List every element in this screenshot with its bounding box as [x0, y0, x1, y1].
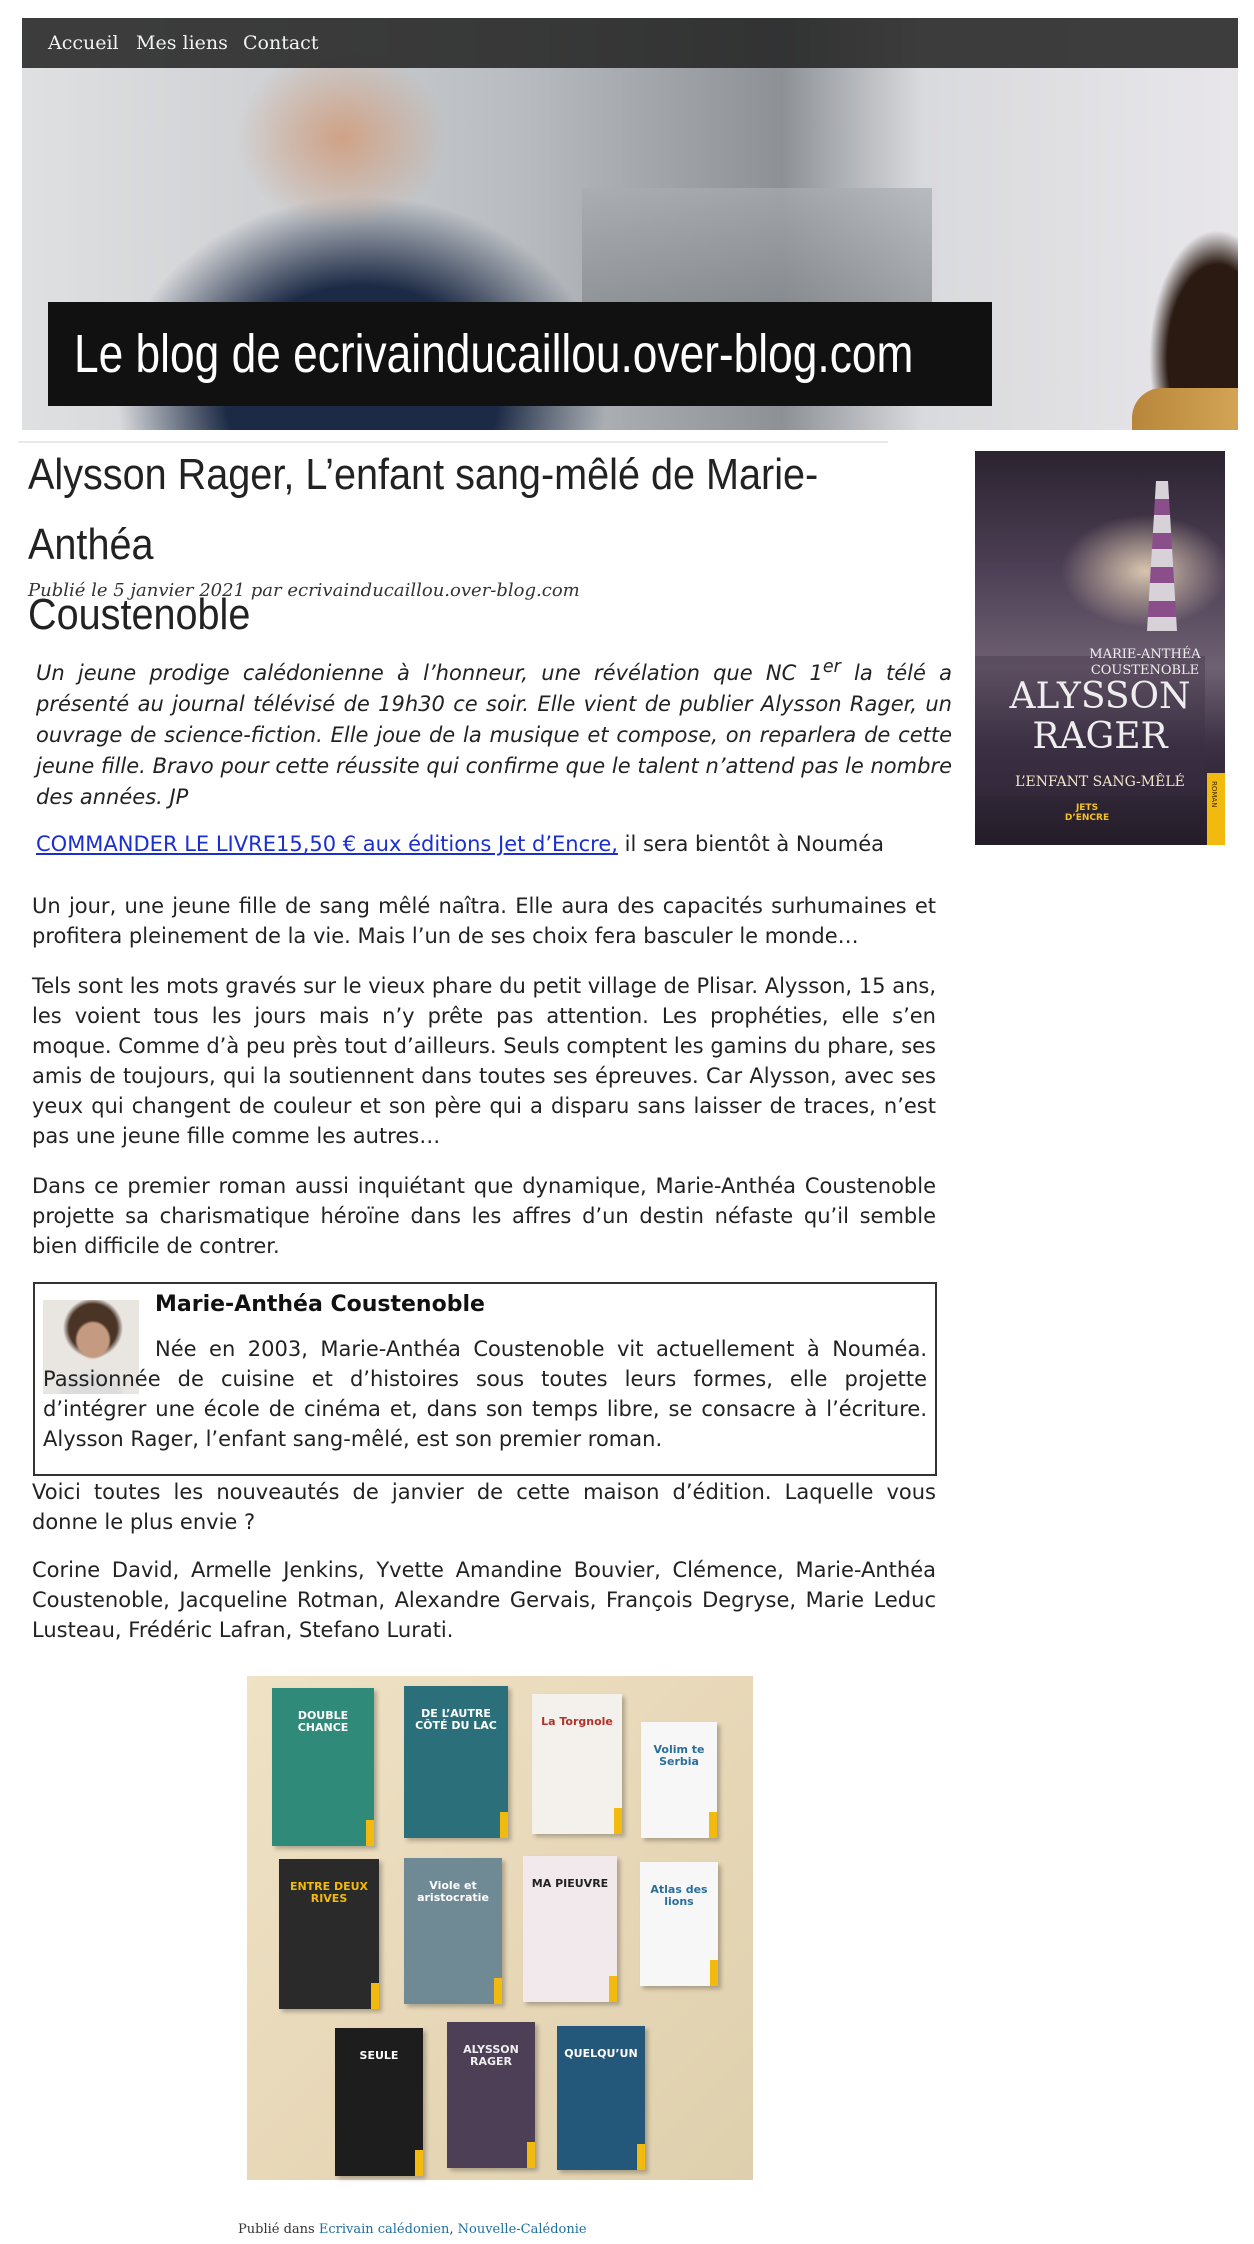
book-cover	[640, 1862, 718, 1986]
author-box	[33, 1282, 937, 1476]
order-book-link[interactable]: COMMANDER LE LIVRE15,50 € aux éditions Jet d’Encre,	[36, 832, 618, 856]
category-link[interactable]: Nouvelle-Calédonie	[457, 2222, 587, 2237]
top-navigation	[22, 18, 1238, 68]
body-paragraph: Voici toutes les nouveautés de janvier de cette maison d’édition. Laquelle vous donne le plus envie ?	[32, 1480, 936, 1534]
site-title-box	[48, 302, 992, 406]
post-title-line: Coustenoble	[28, 590, 251, 639]
book-cover	[447, 2022, 535, 2168]
book-spine-mark	[494, 1978, 502, 2004]
book-cover-title: La Torgnole	[541, 1715, 613, 1728]
category-link[interactable]: Ecrivain calédonien	[318, 2222, 450, 2237]
body-paragraph: Corine David, Armelle Jenkins, Yvette Amandine Bouvier, Clémence, Marie-Anthéa Coustenoble, Jacqueline Rotman, Alexandre Gervais, François Degryse, Marie Leduc Lusteau, Frédéric Lafran, Stefano Lurati.	[32, 1558, 936, 1642]
post-title-line: Alysson Rager, L’enfant sang-mêlé de Marie-Anthéa	[28, 450, 819, 569]
cover-genre: ROMAN	[1210, 781, 1218, 808]
book-cover	[272, 1688, 374, 1846]
cover-publisher-logo: JETS D’ENCRE	[1064, 803, 1110, 823]
book-spine-mark	[637, 2144, 645, 2170]
book-cover	[532, 1694, 622, 1834]
book-spine-mark	[614, 1808, 622, 1834]
book-cover	[404, 1858, 502, 2004]
cover-title-line: RAGER	[1032, 716, 1168, 757]
body-paragraph: Tels sont les mots gravés sur le vieux phare du petit village de Plisar. Alysson, 15 ans, les voient tous les jours mais n’y prête pas attention. Les prophéties, elle s’en moque. Comme d’à peu près tout d’ailleurs. Seuls comptent les gamins du phare, ses amis de toujours, qui la soutiennent dans toutes ses épreuves. Car Alysson, avec ses yeux qui changent de couleur et son père qui a disparu sans laisser de traces, n’est pas une jeune fille comme les autres…	[32, 974, 936, 1148]
banner-photo-detail	[1132, 388, 1238, 430]
intro-text: la télé a présenté au journal télévisé de 19h30 ce soir. Elle vient de publier Alysson Rager, un ouvrage de science-fiction. Elle joue de la musique et compose, on reparlera de cette jeune fille. Bravo pour cette réussite qui confirme que le talent n’attend pas le nombre des années. JP	[36, 661, 952, 809]
author-name: Marie-Anthéa Coustenoble	[155, 1292, 485, 1317]
order-suffix: il sera bientôt à Nouméa	[617, 832, 885, 856]
book-spine-mark	[371, 1983, 379, 2009]
book-cover	[404, 1686, 508, 1838]
new-releases-photo	[247, 1676, 753, 2180]
book-spine-mark	[710, 1960, 718, 1986]
cover-subtitle: L’ENFANT SANG-MÊLÉ	[1015, 774, 1185, 790]
categories-prefix: Publié dans	[238, 2222, 319, 2237]
body-paragraph: Un jour, une jeune fille de sang mêlé naîtra. Elle aura des capacités surhumaines et profitera pleinement de la vie. Mais l’un de ses choix fera basculer le monde…	[32, 894, 936, 948]
sidebar-book-cover[interactable]	[975, 451, 1225, 845]
book-cover	[279, 1859, 379, 2009]
intro-text: Un jeune prodige calédonienne à l’honneur, une révélation que NC 1	[36, 661, 823, 685]
book-cover-title: DOUBLE CHANCE	[297, 1709, 349, 1734]
cover-title	[975, 677, 1225, 757]
cover-author: MARIE-ANTHÉA COUSTENOBLE	[1089, 647, 1201, 678]
book-cover	[641, 1722, 717, 1838]
book-spine-mark	[500, 1812, 508, 1838]
book-cover-title: DE L’AUTRE CÔTÉ DU LAC	[415, 1707, 497, 1732]
banner-photo-detail	[582, 188, 932, 318]
categories-separator: ,	[449, 2222, 458, 2237]
post-categories	[238, 2222, 587, 2237]
book-cover-title: ENTRE DEUX RIVES	[289, 1880, 369, 1905]
book-cover-title: SEULE	[359, 2049, 399, 2062]
post-intro	[36, 652, 952, 813]
book-cover-title: MA PIEUVRE	[531, 1877, 609, 1890]
post-title	[28, 440, 838, 650]
order-line	[36, 829, 936, 859]
intro-superscript: er	[822, 657, 841, 677]
nav-mes-liens[interactable]: Mes liens	[136, 32, 228, 54]
book-cover	[335, 2028, 423, 2176]
book-cover-title: Viole et aristocratie	[417, 1879, 489, 1904]
book-spine-mark	[415, 2150, 423, 2176]
book-cover	[557, 2026, 645, 2170]
nav-contact[interactable]: Contact	[243, 32, 319, 54]
author-bio: Née en 2003, Marie-Anthéa Coustenoble vit actuellement à Nouméa. Passionnée de cuisine et d’histoires sous toutes leurs formes, elle projette d’intégrer une école de cinéma et, dans son temps libre, se consacre à l’écriture. Alysson Rager, l’enfant sang-mêlé, est son premier roman.	[43, 1337, 927, 1451]
cover-title-line: ALYSSON	[1009, 676, 1191, 717]
book-spine-mark	[709, 1812, 717, 1838]
site-title[interactable]: Le blog de ecrivainducaillou.over-blog.com	[74, 324, 914, 384]
book-cover-title: ALYSSON RAGER	[463, 2043, 519, 2068]
lighthouse-illustration	[1147, 481, 1177, 631]
book-cover-title: QUELQU’UN	[564, 2047, 638, 2060]
book-spine-mark	[527, 2142, 535, 2168]
post-meta: Publié le 5 janvier 2021 par ecrivainducaillou.over-blog.com	[28, 580, 580, 601]
book-cover-title: Volim te Serbia	[653, 1743, 705, 1768]
book-cover	[523, 1856, 617, 2002]
book-spine-mark	[366, 1820, 374, 1846]
header-banner	[22, 18, 1238, 430]
book-cover-title: Atlas des lions	[650, 1883, 708, 1908]
book-spine-mark	[609, 1976, 617, 2002]
body-paragraph: Dans ce premier roman aussi inquiétant que dynamique, Marie-Anthéa Coustenoble projette sa charismatique héroïne dans les affres d’un destin néfaste qu’il semble bien difficile de contrer.	[32, 1174, 936, 1258]
nav-accueil[interactable]: Accueil	[48, 32, 119, 54]
